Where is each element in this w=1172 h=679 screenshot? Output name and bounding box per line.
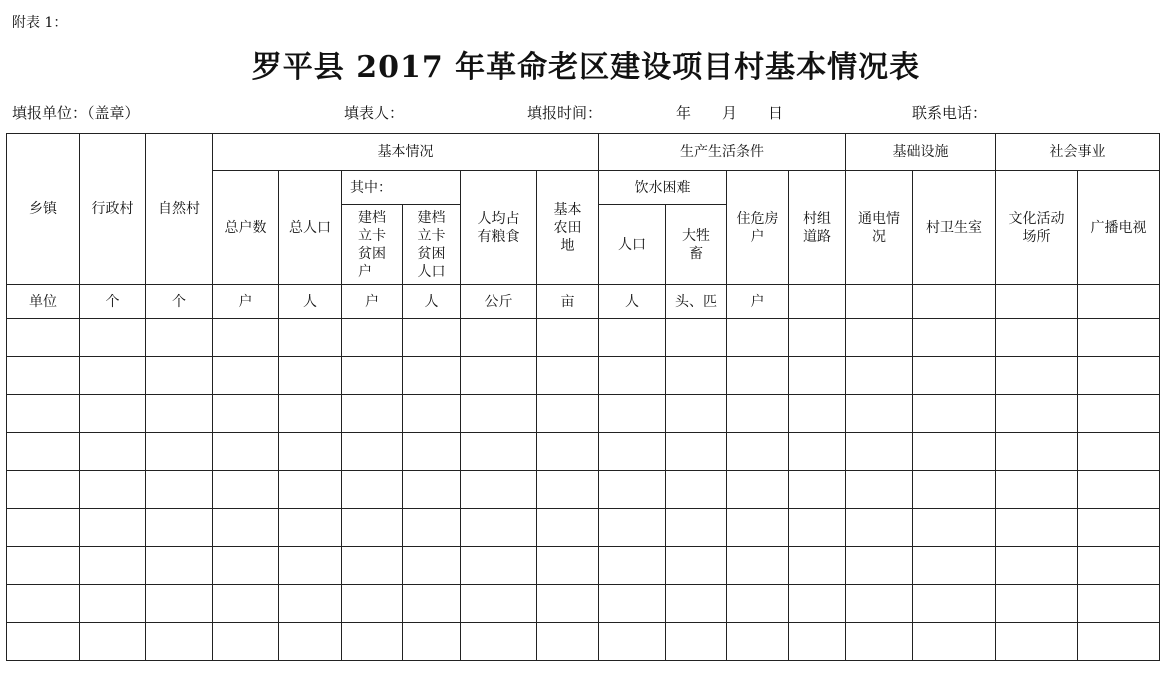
- data-cell[interactable]: [1078, 509, 1160, 547]
- data-cell[interactable]: [80, 509, 146, 547]
- unit-cell: 人: [403, 285, 461, 319]
- data-cell[interactable]: [403, 547, 461, 585]
- data-cell[interactable]: [727, 547, 789, 585]
- data-cell[interactable]: [996, 357, 1078, 395]
- data-cell[interactable]: [789, 433, 846, 471]
- unit-cell: 户: [342, 285, 403, 319]
- data-cell[interactable]: [666, 471, 727, 509]
- data-cell[interactable]: [213, 509, 279, 547]
- header-dangerous-housing: [727, 171, 789, 285]
- header-electricity-text: 通电情 况: [858, 210, 900, 245]
- table-row: [7, 319, 1160, 357]
- data-cell[interactable]: [666, 395, 727, 433]
- data-cell[interactable]: [537, 509, 599, 547]
- data-cell[interactable]: [789, 357, 846, 395]
- data-cell[interactable]: [403, 585, 461, 623]
- data-cell[interactable]: [403, 509, 461, 547]
- data-cell[interactable]: [846, 585, 913, 623]
- data-cell[interactable]: [913, 319, 996, 357]
- appendix-label: 附表 1：: [12, 15, 68, 31]
- data-cell[interactable]: [213, 357, 279, 395]
- data-cell[interactable]: [80, 585, 146, 623]
- data-cell[interactable]: [461, 319, 537, 357]
- data-cell[interactable]: [403, 357, 461, 395]
- data-cell[interactable]: [7, 585, 80, 623]
- form-filler-label: 填表人：: [344, 104, 405, 122]
- data-cell[interactable]: [666, 585, 727, 623]
- data-cell[interactable]: [1078, 319, 1160, 357]
- data-cell[interactable]: [537, 547, 599, 585]
- data-cell[interactable]: [727, 509, 789, 547]
- data-cell[interactable]: [7, 623, 80, 661]
- data-cell[interactable]: [789, 547, 846, 585]
- table-row: [7, 433, 1160, 471]
- data-cell[interactable]: [913, 585, 996, 623]
- data-cell[interactable]: [599, 357, 666, 395]
- data-cell[interactable]: [146, 471, 213, 509]
- unit-cell: 人: [599, 285, 666, 319]
- data-cell[interactable]: [913, 433, 996, 471]
- table-row: [7, 623, 1160, 661]
- data-cell[interactable]: [461, 433, 537, 471]
- data-cell[interactable]: [279, 585, 342, 623]
- data-cell[interactable]: [279, 471, 342, 509]
- data-cell[interactable]: [7, 471, 80, 509]
- data-cell[interactable]: [666, 357, 727, 395]
- contact-phone-label: 联系电话：: [912, 104, 988, 122]
- header-water-livestock: [666, 205, 727, 285]
- data-cell[interactable]: [789, 623, 846, 661]
- data-cell[interactable]: [279, 509, 342, 547]
- header-village-roads: [789, 171, 846, 285]
- data-cell[interactable]: [213, 433, 279, 471]
- data-cell[interactable]: [1078, 395, 1160, 433]
- data-cell[interactable]: [80, 357, 146, 395]
- unit-cell: [913, 285, 996, 319]
- header-production-conditions: 生产生活条件: [599, 134, 846, 171]
- data-cell[interactable]: [146, 357, 213, 395]
- data-cell[interactable]: [666, 623, 727, 661]
- data-cell[interactable]: [279, 319, 342, 357]
- header-basic-info: 基本情况: [213, 134, 599, 171]
- data-cell[interactable]: [1078, 585, 1160, 623]
- unit-cell: 单位: [7, 285, 80, 319]
- data-cell[interactable]: [7, 433, 80, 471]
- data-cell[interactable]: [727, 433, 789, 471]
- data-cell[interactable]: [146, 433, 213, 471]
- month-label: 月: [722, 104, 738, 122]
- header-households: 总户数: [213, 171, 279, 285]
- header-dangerous-housing-text: 住危房 户: [736, 210, 779, 245]
- unit-cell: 亩: [537, 285, 599, 319]
- table-row: [7, 509, 1160, 547]
- data-cell[interactable]: [913, 509, 996, 547]
- data-cell[interactable]: [342, 471, 403, 509]
- header-culture-venue: [996, 171, 1078, 285]
- header-farmland: [537, 171, 599, 285]
- data-cell[interactable]: [80, 471, 146, 509]
- header-infrastructure: 基础设施: [846, 134, 996, 171]
- data-cell[interactable]: [80, 623, 146, 661]
- data-cell[interactable]: [789, 319, 846, 357]
- table-row: [7, 395, 1160, 433]
- unit-cell: [846, 285, 913, 319]
- data-cell[interactable]: [599, 433, 666, 471]
- data-cell[interactable]: [342, 319, 403, 357]
- data-cell[interactable]: [7, 509, 80, 547]
- table-row: [7, 471, 1160, 509]
- data-cell[interactable]: [537, 319, 599, 357]
- data-cell[interactable]: [537, 357, 599, 395]
- data-cell[interactable]: [461, 395, 537, 433]
- data-cell[interactable]: [279, 623, 342, 661]
- header-admin-village: 行政村: [80, 134, 146, 285]
- data-cell[interactable]: [666, 319, 727, 357]
- data-cell[interactable]: [146, 585, 213, 623]
- header-poor-population: [403, 205, 461, 285]
- day-label: 日: [768, 104, 784, 122]
- data-cell[interactable]: [80, 547, 146, 585]
- data-cell[interactable]: [846, 623, 913, 661]
- data-cell[interactable]: [996, 319, 1078, 357]
- data-cell[interactable]: [599, 319, 666, 357]
- data-cell[interactable]: [279, 357, 342, 395]
- unit-cell: [789, 285, 846, 319]
- data-cell[interactable]: [146, 509, 213, 547]
- data-cell[interactable]: [213, 585, 279, 623]
- units-row: [7, 285, 1160, 319]
- header-social-affairs: 社会事业: [996, 134, 1160, 171]
- data-cell[interactable]: [7, 357, 80, 395]
- data-cell[interactable]: [996, 547, 1078, 585]
- data-cell[interactable]: [403, 471, 461, 509]
- data-cell[interactable]: [996, 509, 1078, 547]
- data-cell[interactable]: [537, 433, 599, 471]
- data-cell[interactable]: [846, 471, 913, 509]
- data-cell[interactable]: [403, 395, 461, 433]
- unit-cell: 人: [279, 285, 342, 319]
- data-cell[interactable]: [342, 547, 403, 585]
- data-cell[interactable]: [279, 547, 342, 585]
- data-cell[interactable]: [146, 623, 213, 661]
- data-cell[interactable]: [727, 319, 789, 357]
- unit-cell: 头、匹: [666, 285, 727, 319]
- header-township: 乡镇: [7, 134, 80, 285]
- data-cell[interactable]: [727, 395, 789, 433]
- data-cell[interactable]: [342, 585, 403, 623]
- header-farmland-text: 基本 农田 地: [553, 201, 582, 254]
- data-cell[interactable]: [7, 547, 80, 585]
- data-cell[interactable]: [996, 433, 1078, 471]
- header-village-roads-text: 村组 道路: [803, 210, 831, 245]
- data-cell[interactable]: [913, 471, 996, 509]
- data-cell[interactable]: [213, 623, 279, 661]
- header-water-difficulty: 饮水困难: [599, 171, 727, 205]
- reporting-date-label: 填报时间：: [527, 104, 603, 122]
- unit-cell: [1078, 285, 1160, 319]
- header-population: 总人口: [279, 171, 342, 285]
- header-culture-venue-text: 文化活动 场所: [1008, 210, 1065, 245]
- village-info-table: [6, 133, 1160, 661]
- data-cell[interactable]: [461, 547, 537, 585]
- data-cell[interactable]: [279, 433, 342, 471]
- data-cell[interactable]: [537, 395, 599, 433]
- data-cell[interactable]: [146, 319, 213, 357]
- data-cell[interactable]: [1078, 471, 1160, 509]
- data-cell[interactable]: [727, 471, 789, 509]
- data-cell[interactable]: [80, 433, 146, 471]
- data-cell[interactable]: [789, 585, 846, 623]
- data-cell[interactable]: [342, 509, 403, 547]
- data-cell[interactable]: [146, 547, 213, 585]
- data-cell[interactable]: [727, 357, 789, 395]
- data-cell[interactable]: [996, 585, 1078, 623]
- data-cell[interactable]: [537, 471, 599, 509]
- data-cell[interactable]: [599, 585, 666, 623]
- data-cell[interactable]: [913, 547, 996, 585]
- data-cell[interactable]: [7, 319, 80, 357]
- data-cell[interactable]: [342, 433, 403, 471]
- data-cell[interactable]: [996, 623, 1078, 661]
- unit-cell: 户: [213, 285, 279, 319]
- data-cell[interactable]: [913, 623, 996, 661]
- data-cell[interactable]: [342, 623, 403, 661]
- data-cell[interactable]: [213, 547, 279, 585]
- data-cell[interactable]: [727, 585, 789, 623]
- header-electricity: [846, 171, 913, 285]
- data-cell[interactable]: [1078, 547, 1160, 585]
- data-cell[interactable]: [461, 509, 537, 547]
- data-cell[interactable]: [279, 395, 342, 433]
- data-cell[interactable]: [846, 509, 913, 547]
- header-poor-households: [342, 205, 403, 285]
- data-cell[interactable]: [599, 623, 666, 661]
- unit-cell: 户: [727, 285, 789, 319]
- table-row: [7, 585, 1160, 623]
- data-cell[interactable]: [599, 547, 666, 585]
- reporting-unit-label: 填报单位：（盖章）: [12, 104, 140, 122]
- data-cell[interactable]: [996, 471, 1078, 509]
- data-cell[interactable]: [727, 623, 789, 661]
- data-cell[interactable]: [342, 395, 403, 433]
- data-cell[interactable]: [996, 395, 1078, 433]
- header-health-room: 村卫生室: [913, 171, 996, 285]
- table-row: [7, 357, 1160, 395]
- data-cell[interactable]: [599, 395, 666, 433]
- data-cell[interactable]: [846, 547, 913, 585]
- data-cell[interactable]: [789, 471, 846, 509]
- header-water-livestock-text: 大牲 畜: [682, 227, 710, 262]
- header-grain-per-capita: [461, 171, 537, 285]
- data-cell[interactable]: [461, 585, 537, 623]
- header-water-people: 人口: [599, 205, 666, 285]
- data-cell[interactable]: [913, 395, 996, 433]
- data-cell[interactable]: [537, 623, 599, 661]
- data-cell[interactable]: [7, 395, 80, 433]
- header-grain-per-capita-text: 人均占 有粮食: [477, 210, 520, 245]
- header-broadcast-tv: 广播电视: [1078, 171, 1160, 285]
- data-cell[interactable]: [789, 395, 846, 433]
- document-title: 罗平县 2017 年革命老区建设项目村基本情况表: [251, 50, 921, 85]
- header-among-them: 其中：: [342, 171, 461, 205]
- data-cell[interactable]: [1078, 623, 1160, 661]
- unit-cell: [996, 285, 1078, 319]
- year-label: 年: [676, 104, 692, 122]
- data-cell[interactable]: [913, 357, 996, 395]
- data-cell[interactable]: [403, 319, 461, 357]
- data-cell[interactable]: [599, 509, 666, 547]
- data-cell[interactable]: [666, 547, 727, 585]
- data-cell[interactable]: [80, 395, 146, 433]
- data-cell[interactable]: [80, 319, 146, 357]
- data-cell[interactable]: [213, 471, 279, 509]
- data-cell[interactable]: [666, 509, 727, 547]
- data-cell[interactable]: [846, 357, 913, 395]
- data-cell[interactable]: [342, 357, 403, 395]
- data-cell[interactable]: [599, 471, 666, 509]
- data-cell[interactable]: [213, 319, 279, 357]
- header-poor-households-text: 建档 立卡 贫困 户: [358, 209, 386, 280]
- header-poor-population-text: 建档 立卡 贫困 人口: [417, 209, 446, 280]
- unit-cell: 个: [80, 285, 146, 319]
- data-cell[interactable]: [846, 319, 913, 357]
- data-cell[interactable]: [1078, 433, 1160, 471]
- data-cell[interactable]: [537, 585, 599, 623]
- header-natural-village: 自然村: [146, 134, 213, 285]
- data-cell[interactable]: [461, 471, 537, 509]
- data-cell[interactable]: [213, 395, 279, 433]
- data-cell[interactable]: [846, 395, 913, 433]
- data-cell[interactable]: [403, 623, 461, 661]
- table-row: [7, 547, 1160, 585]
- unit-cell: 个: [146, 285, 213, 319]
- data-cell[interactable]: [461, 357, 537, 395]
- unit-cell: 公斤: [461, 285, 537, 319]
- data-cell[interactable]: [789, 509, 846, 547]
- data-cell[interactable]: [146, 395, 213, 433]
- data-cell[interactable]: [846, 433, 913, 471]
- data-cell[interactable]: [666, 433, 727, 471]
- data-cell[interactable]: [1078, 357, 1160, 395]
- data-cell[interactable]: [403, 433, 461, 471]
- data-cell[interactable]: [461, 623, 537, 661]
